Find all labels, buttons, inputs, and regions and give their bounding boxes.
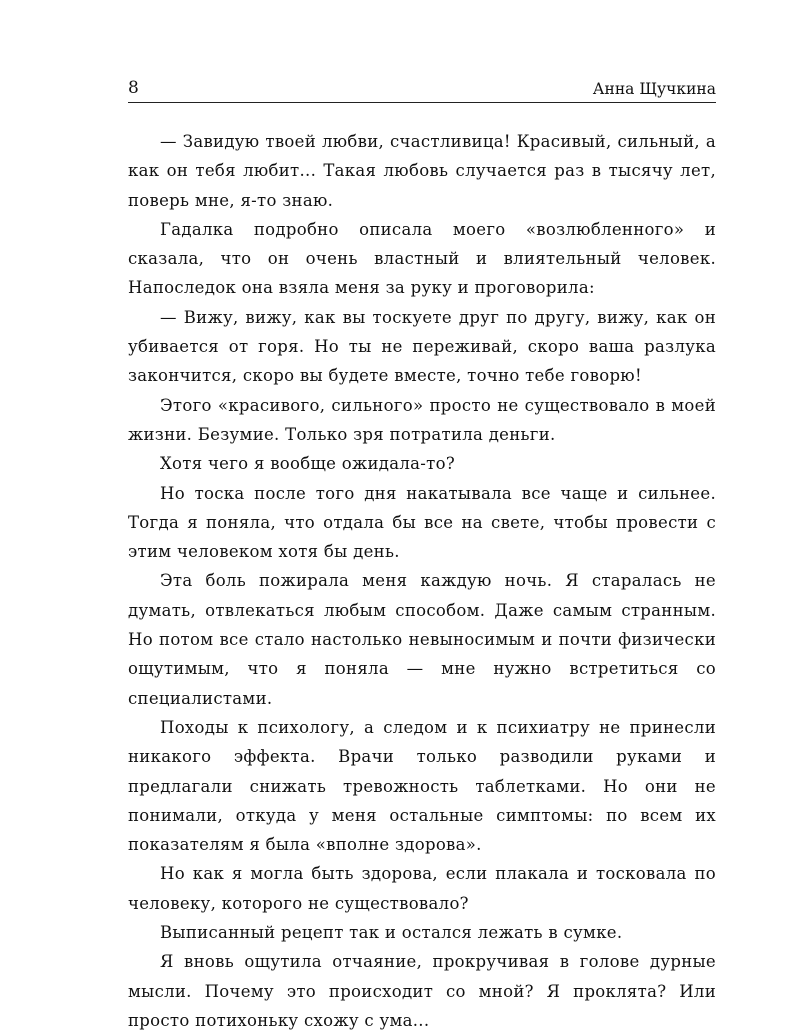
paragraph: Гадалка подробно описала моего «возлюбленного» и сказала, что он очень властный и влиятельный человек. Напоследок она взяла меня за руку и проговорила: bbox=[128, 219, 716, 298]
paragraph: — Вижу, вижу, как вы тоскуете друг по другу, вижу, как он убивается от горя. Но ты не переживай, скоро ваша разлука закончится, скоро вы будете вместе, точно тебе говорю! bbox=[128, 307, 716, 386]
running-header bbox=[128, 78, 716, 103]
body-text bbox=[128, 127, 716, 1035]
paragraph: Эта боль пожирала меня каждую ночь. Я старалась не думать, отвлекаться любым способом. Даже самым странным. Но потом все стало настолько невыносимым и почти физически ощутимым, что я поняла — мне нужно встретиться со специалистами. bbox=[128, 571, 716, 708]
paragraph: Этого «красивого, сильного» просто не существовало в моей жизни. Безумие. Только зря потратила деньги. bbox=[128, 395, 716, 444]
paragraph: Хотя чего я вообще ожидала-то? bbox=[160, 454, 455, 474]
page-number: 8 bbox=[128, 78, 139, 98]
paragraph: Но тоска после того дня накатывала все чаще и сильнее. Тогда я поняла, что отдала бы все на свете, чтобы провести с этим человеком хотя бы день. bbox=[128, 483, 716, 562]
paragraph: Походы к психологу, а следом и к психиатру не принесли никакого эффекта. Врачи только разводили руками и предлагали снижать тревожность таблетками. Но они не понимали, откуда у меня остальные симптомы: по всем их показателям я была «вполне здорова». bbox=[128, 717, 716, 855]
paragraph: — Завидую твоей любви, счастливица! Красивый, сильный, а как он тебя любит... Такая любовь случается раз в тысячу лет, поверь мне, я-то знаю. bbox=[128, 132, 716, 210]
paragraph: Я вновь ощутила отчаяние, прокручивая в голове дурные мысли. Почему это происходит со мной? Я проклята? Или просто потихоньку схожу с ума... bbox=[128, 952, 716, 1030]
paragraph: Но как я могла быть здорова, если плакала и тосковала по человеку, которого не существовало? bbox=[128, 864, 716, 913]
paragraph: Выписанный рецепт так и остался лежать в сумке. bbox=[160, 923, 623, 943]
author-name: Анна Щучкина bbox=[592, 80, 716, 98]
